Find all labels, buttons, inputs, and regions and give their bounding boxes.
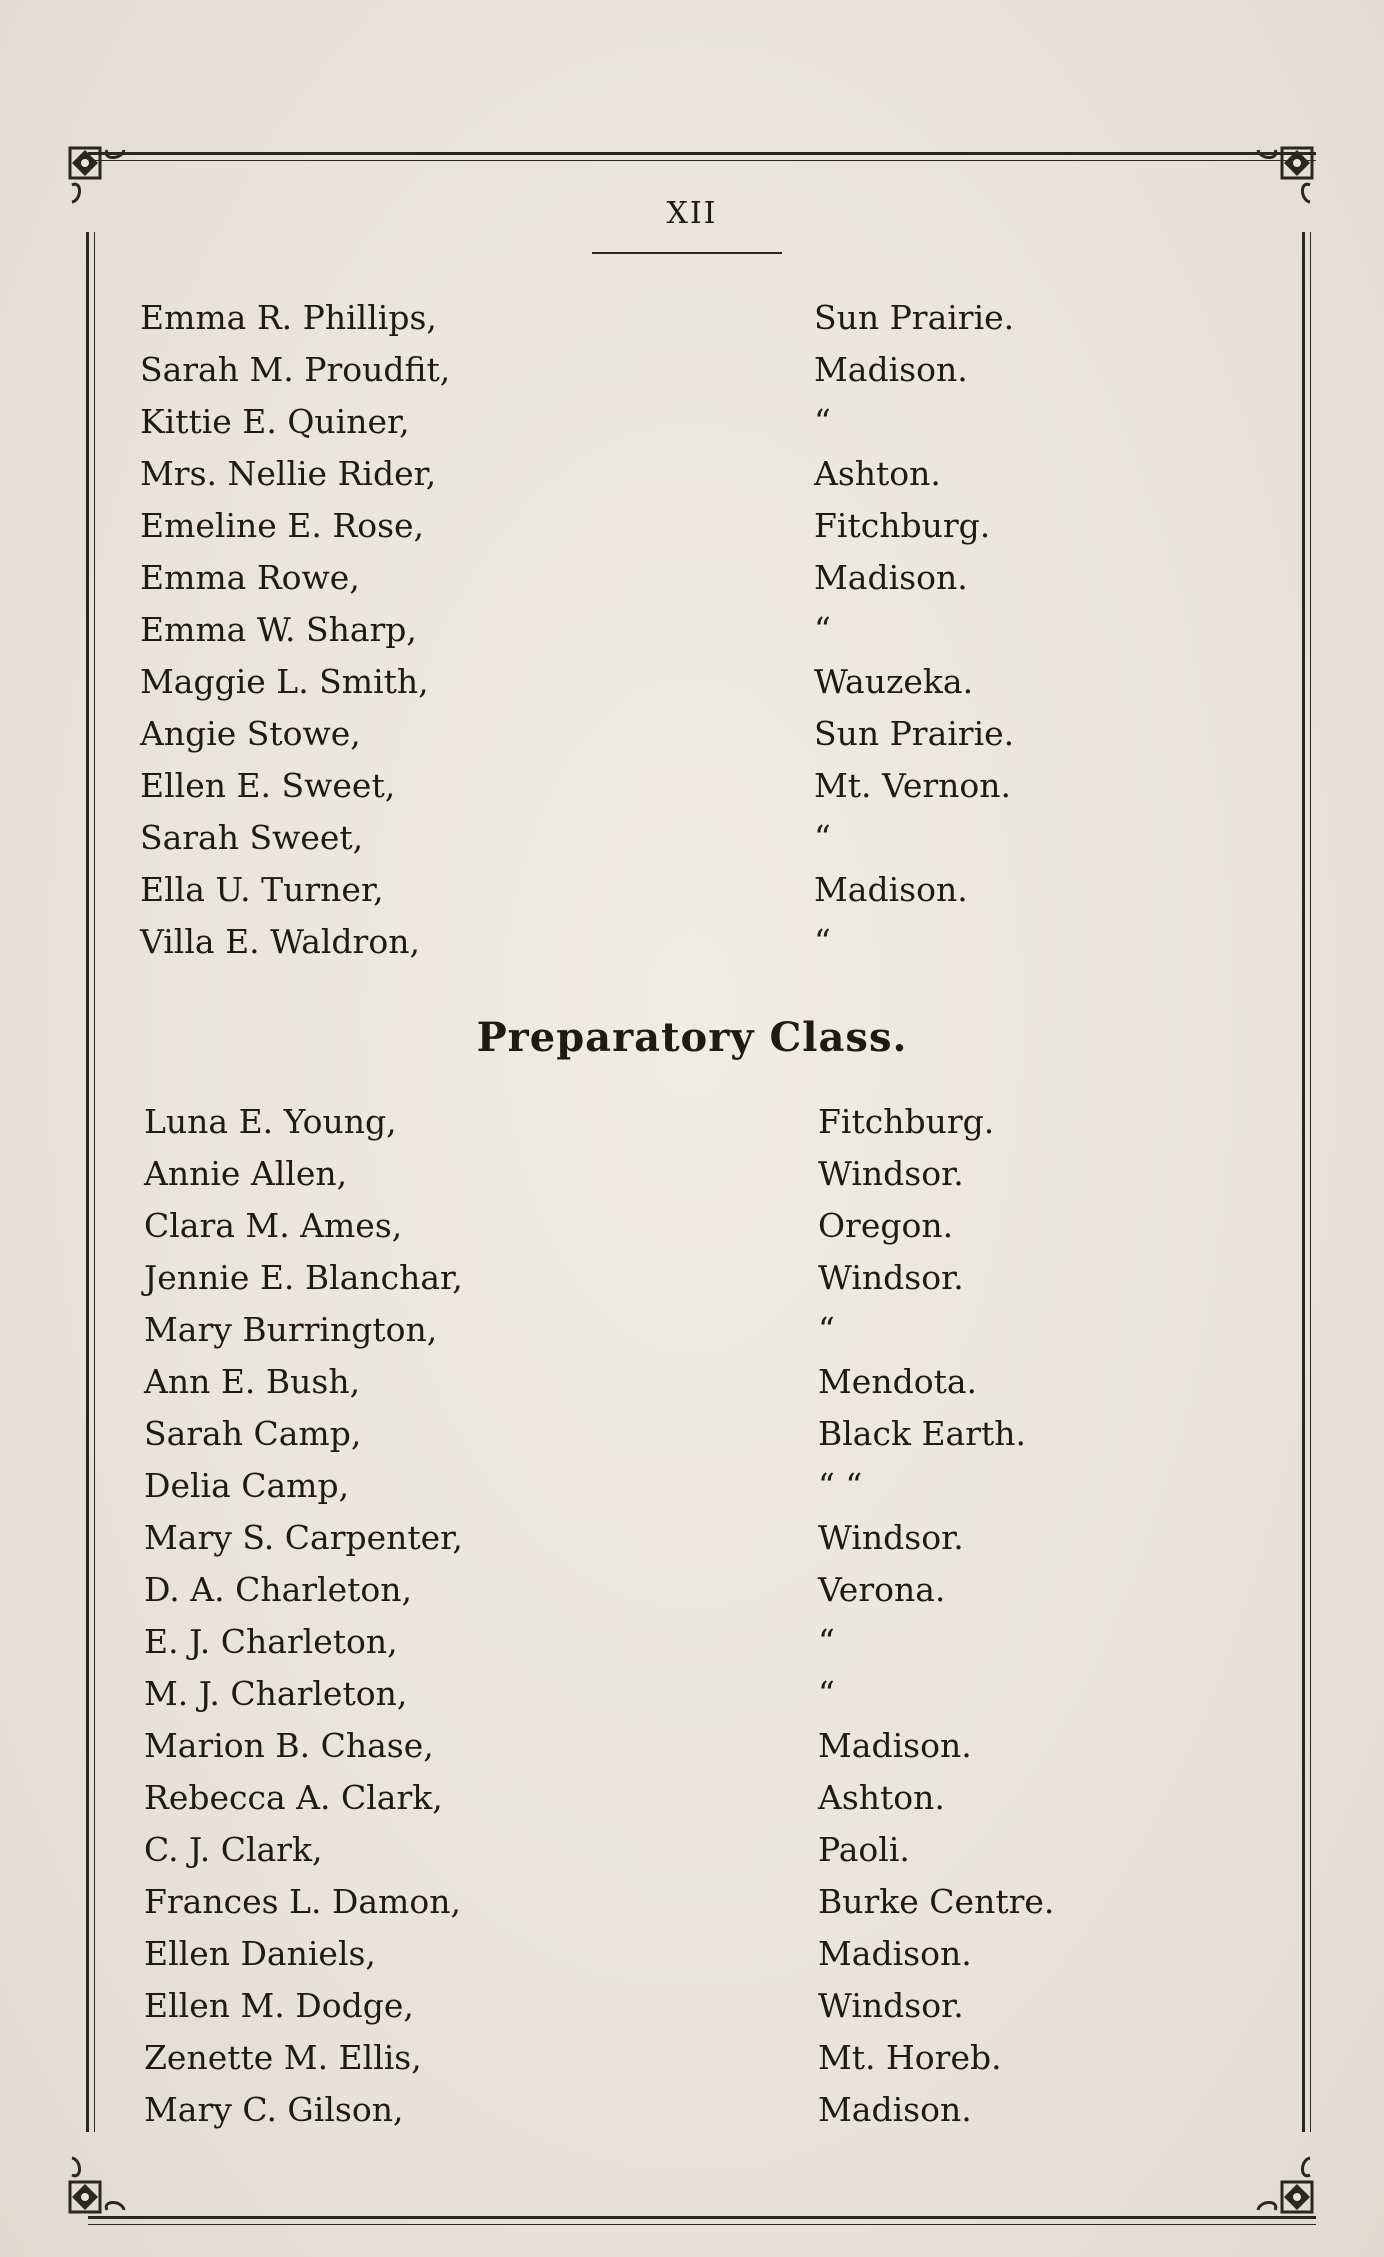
student-name: Mary C. Gilson, — [144, 2090, 404, 2129]
student-name: Clara M. Ames, — [144, 1206, 403, 1245]
student-residence: “ — [814, 610, 831, 649]
student-name: Ellen M. Dodge, — [144, 1986, 414, 2025]
page-number: XII — [666, 196, 718, 231]
student-residence: Black Earth. — [818, 1414, 1026, 1453]
list-item — [0, 396, 1384, 448]
student-residence: Madison. — [818, 2090, 972, 2129]
list-item — [0, 1616, 1384, 1668]
student-residence: Ashton. — [814, 454, 941, 493]
student-name: M. J. Charleton, — [144, 1674, 408, 1713]
student-name: Mary S. Carpenter, — [144, 1518, 463, 1557]
ornamental-border-bottom — [88, 2216, 1316, 2219]
student-residence: Ashton. — [818, 1778, 945, 1817]
student-name: Emma W. Sharp, — [140, 610, 417, 649]
student-name: Maggie L. Smith, — [140, 662, 429, 701]
student-residence: Windsor. — [818, 1154, 964, 1193]
student-name: Mrs. Nellie Rider, — [140, 454, 437, 493]
student-residence: Sun Prairie. — [814, 298, 1015, 337]
student-residence: Windsor. — [818, 1518, 964, 1557]
list-item — [0, 1408, 1384, 1460]
list-item — [0, 1928, 1384, 1980]
list-item — [0, 2084, 1384, 2136]
list-item — [0, 1460, 1384, 1512]
student-residence: Madison. — [818, 1726, 972, 1765]
student-name: Mary Burrington, — [144, 1310, 438, 1349]
student-name: Emeline E. Rose, — [140, 506, 425, 545]
student-residence: Fitchburg. — [818, 1102, 995, 1141]
student-name: Rebecca A. Clark, — [144, 1778, 443, 1817]
list-item — [0, 2032, 1384, 2084]
list-item — [0, 552, 1384, 604]
student-residence: Windsor. — [818, 1258, 964, 1297]
student-name: Zenette M. Ellis, — [144, 2038, 422, 2077]
student-residence: Wauzeka. — [814, 662, 974, 701]
student-residence: “ — [814, 402, 831, 441]
student-residence: Madison. — [814, 558, 968, 597]
student-name: Sarah Sweet, — [140, 818, 364, 857]
student-residence: Mt. Vernon. — [814, 766, 1012, 805]
list-item — [0, 708, 1384, 760]
student-name: Delia Camp, — [144, 1466, 350, 1505]
list-item — [0, 760, 1384, 812]
ornamental-border-top — [88, 152, 1316, 155]
list-item — [0, 604, 1384, 656]
student-residence: “ — [818, 1310, 835, 1349]
student-name: Frances L. Damon, — [144, 1882, 461, 1921]
corner-ornament-icon — [62, 2150, 132, 2220]
list-item — [0, 656, 1384, 708]
list-item — [0, 1720, 1384, 1772]
student-residence: “ — [814, 922, 831, 961]
student-name: Sarah M. Proudfit, — [140, 350, 451, 389]
list-item — [0, 1252, 1384, 1304]
list-item — [0, 1980, 1384, 2032]
student-residence: Burke Centre. — [818, 1882, 1055, 1921]
student-residence: Madison. — [814, 870, 968, 909]
student-list-preparatory — [0, 1096, 1384, 2136]
student-name: Angie Stowe, — [140, 714, 361, 753]
list-item — [0, 292, 1384, 344]
list-item — [0, 1304, 1384, 1356]
student-name: Villa E. Waldron, — [140, 922, 420, 961]
list-item — [0, 448, 1384, 500]
list-item — [0, 1512, 1384, 1564]
list-item — [0, 864, 1384, 916]
student-name: Ellen E. Sweet, — [140, 766, 396, 805]
student-residence: “ — [818, 1674, 835, 1713]
list-item — [0, 1148, 1384, 1200]
list-item — [0, 344, 1384, 396]
student-residence: Windsor. — [818, 1986, 964, 2025]
student-residence: “ — [818, 1622, 835, 1661]
student-name: Ann E. Bush, — [144, 1362, 361, 1401]
list-item — [0, 1356, 1384, 1408]
student-residence: Mendota. — [818, 1362, 977, 1401]
student-residence: “ “ — [818, 1466, 863, 1505]
student-residence: Oregon. — [818, 1206, 954, 1245]
list-item — [0, 1200, 1384, 1252]
student-residence: Sun Prairie. — [814, 714, 1015, 753]
student-name: Annie Allen, — [144, 1154, 348, 1193]
student-name: Kittie E. Quiner, — [140, 402, 410, 441]
student-name: C. J. Clark, — [144, 1830, 323, 1869]
list-item — [0, 1876, 1384, 1928]
list-item — [0, 1564, 1384, 1616]
student-name: Emma Rowe, — [140, 558, 360, 597]
list-item — [0, 1824, 1384, 1876]
student-name: Ellen Daniels, — [144, 1934, 376, 1973]
student-residence: Verona. — [818, 1570, 946, 1609]
student-name: Marion B. Chase, — [144, 1726, 434, 1765]
student-name: Ella U. Turner, — [140, 870, 384, 909]
folio-rule — [592, 252, 782, 254]
student-residence: Madison. — [818, 1934, 972, 1973]
student-name: Jennie E. Blanchar, — [144, 1258, 463, 1297]
student-name: E. J. Charleton, — [144, 1622, 398, 1661]
student-list-continued — [0, 292, 1384, 968]
student-residence: Paoli. — [818, 1830, 910, 1869]
student-name: Sarah Camp, — [144, 1414, 362, 1453]
student-residence: Fitchburg. — [814, 506, 991, 545]
corner-ornament-icon — [1250, 2150, 1320, 2220]
list-item — [0, 500, 1384, 552]
student-name: Luna E. Young, — [144, 1102, 397, 1141]
student-residence: “ — [814, 818, 831, 857]
student-name: Emma R. Phillips, — [140, 298, 437, 337]
student-residence: Madison. — [814, 350, 968, 389]
list-item — [0, 1668, 1384, 1720]
student-name: D. A. Charleton, — [144, 1570, 412, 1609]
list-item — [0, 916, 1384, 968]
section-heading: Preparatory Class. — [476, 1014, 908, 1061]
student-residence: Mt. Horeb. — [818, 2038, 1002, 2077]
list-item — [0, 1772, 1384, 1824]
list-item — [0, 812, 1384, 864]
list-item — [0, 1096, 1384, 1148]
